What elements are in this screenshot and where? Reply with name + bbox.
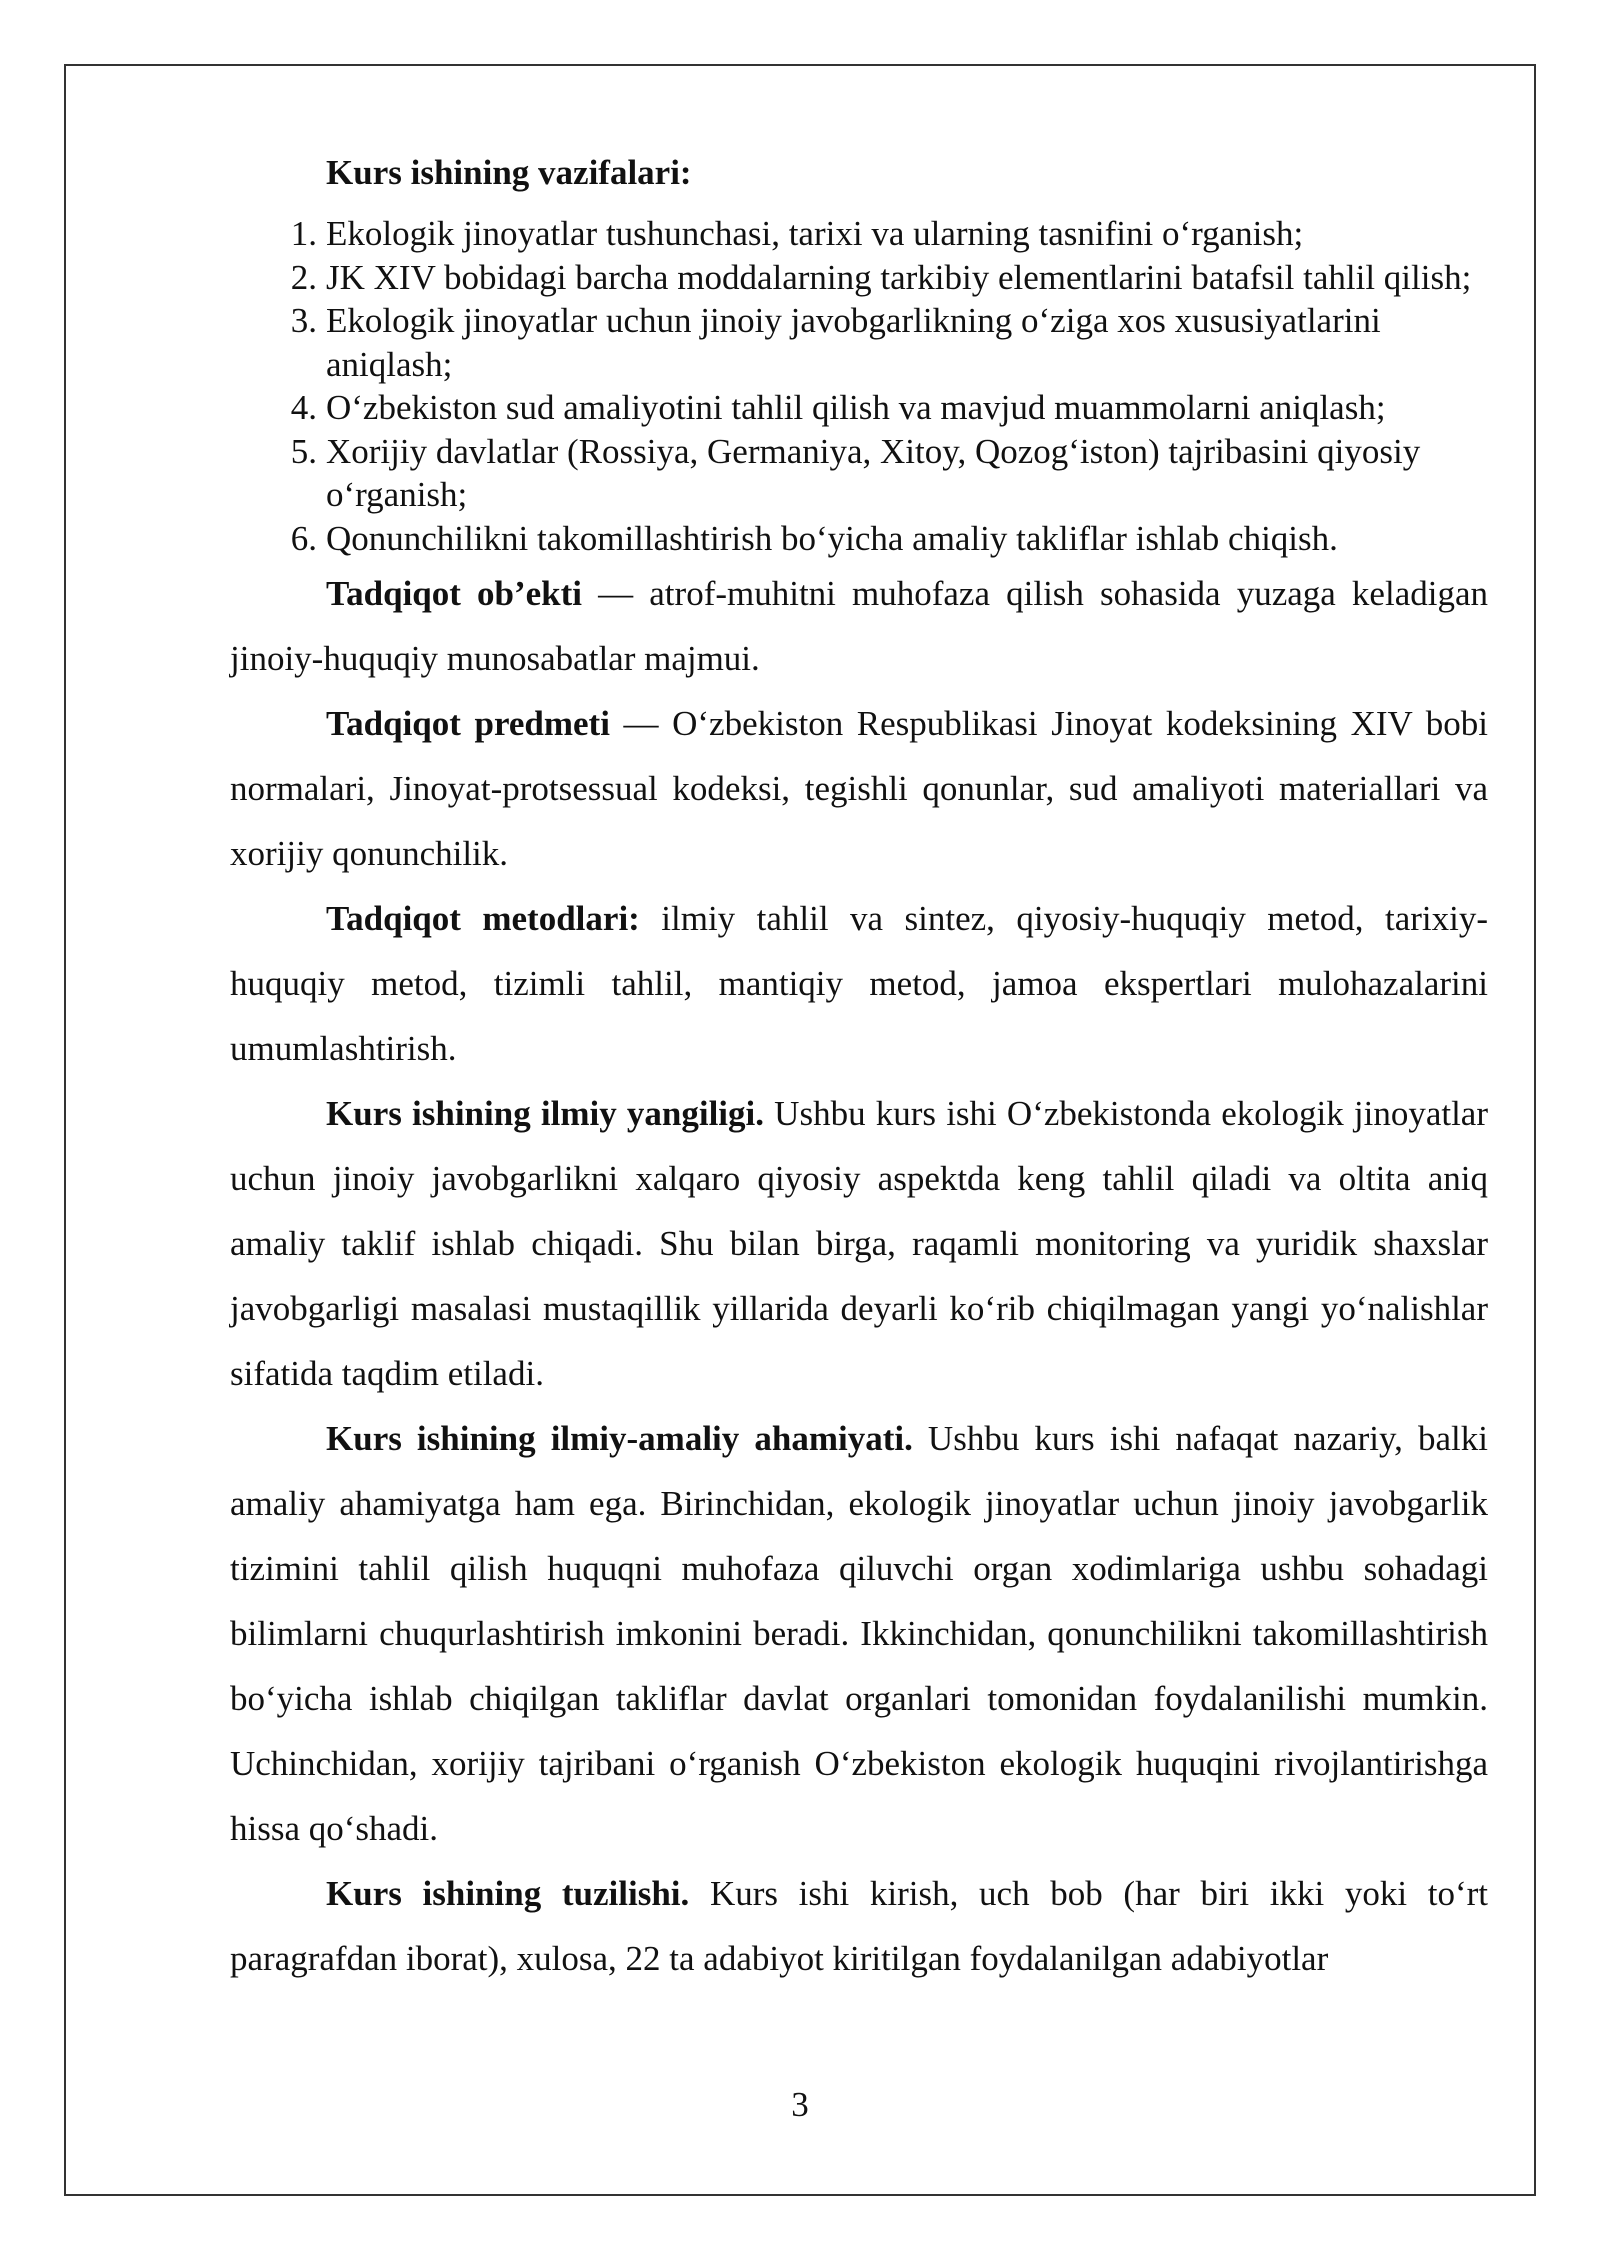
paragraph-lead: Kurs ishining tuzilishi. [326,1874,690,1913]
list-item [230,212,1488,256]
list-number: 2. [290,257,317,297]
list-item [230,256,1488,300]
paragraph-text: — atrof-muhitni muhofaza qilish sohasida yuzaga keladigan jinoiy-huquqiy munosabatlar majmui. [230,574,1488,678]
scientific-novelty-paragraph [230,1081,1488,1406]
list-item-text: Xorijiy davlatlar (Rossiya, Germaniya, Xitoy, Qozog‘iston) tajribasini qiyosiy o‘rganish; [326,431,1421,514]
list-item-text: Qonunchilikni takomillashtirish bo‘yicha amaliy takliflar ishlab chiqish. [326,518,1338,558]
paragraph-lead: Tadqiqot metodlari: [326,899,640,938]
paragraph-text: — O‘zbekiston Respublikasi Jinoyat kodeksining XIV bobi normalari, Jinoyat-protsessual kodeksi, tegishli qonunlar, sud amaliyoti materiallari va xorijiy qonunchilik. [230,704,1488,873]
structure-paragraph [230,1861,1488,1991]
research-object-paragraph [230,561,1488,691]
paragraph-text: Kurs ishi kirish, uch bob (har biri ikki yoki to‘rt paragrafdan iborat), xulosa, 22 ta adabiyot kiritilgan foydalanilgan adabiyotlar [230,1874,1488,1978]
list-item [230,517,1488,561]
list-item [230,430,1488,517]
paragraph-text: Ushbu kurs ishi nafaqat nazariy, balki amaliy ahamiyatga ham ega. Birinchidan, ekologik jinoyatlar uchun jinoiy javobgarlik tizimini tahlil qilish huquqni muhofaza qiluvchi organ xodimlariga ushbu sohadagi bilimlarni chuqurlashtirish imkonini beradi. Ikkinchidan, qonunchilikni takomillashtirish bo‘yicha ishlab chiqilgan takliflar davlat organlari tomonidan foydalanilishi mumkin. Uchinchidan, xorijiy tajribani o‘rganish O‘zbekiston ekologik huquqini rivojlantirishga hissa qo‘shadi. [230,1419,1488,1848]
list-number: 1. [290,214,317,253]
tasks-heading: Kurs ishining vazifalari: [326,153,692,192]
tasks-list [230,212,1488,560]
paragraph-text: Ushbu kurs ishi O‘zbekistonda ekologik jinoyatlar uchun jinoiy javobgarlikni xalqaro qiyosiy aspektda keng tahlil qiladi va oltita aniq amaliy taklif ishlab chiqadi. Shu bilan birga, raqamli monitoring va yuridik shaxslar javobgarligi masalasi mustaqillik yillarida deyarli ko‘rib chiqilmagan yangi yo‘nalishlar sifatida taqdim etiladi. [230,1094,1488,1393]
list-number: 5. [290,431,317,471]
list-number: 3. [290,301,317,340]
paragraph-lead: Tadqiqot ob’ekti [326,574,583,613]
page-number: 3 [791,2085,809,2124]
research-subject-paragraph [230,691,1488,886]
paragraph-lead: Tadqiqot predmeti [326,704,610,743]
list-number: 6. [290,518,317,558]
list-item-text: Ekologik jinoyatlar tushunchasi, tarixi va ularning tasnifini o‘rganish; [326,214,1304,253]
list-item [230,386,1488,430]
paragraph-lead: Kurs ishining ilmiy yangiligi. [326,1094,764,1133]
research-methods-paragraph [230,886,1488,1081]
list-item-text: O‘zbekiston sud amaliyotini tahlil qilish va mavjud muammolarni aniqlash; [326,388,1386,427]
list-number: 4. [290,388,317,427]
paragraph-text: ilmiy tahlil va sintez, qiyosiy-huquqiy metod, tarixiy-huquqiy metod, tizimli tahlil, mantiqiy metod, jamoa ekspertlari mulohazalarini umumlashtirish. [230,899,1489,1068]
list-item-text: Ekologik jinoyatlar uchun jinoiy javobgarlikning o‘ziga xos xususiyatlarini aniqlash; [326,301,1381,384]
practical-significance-paragraph [230,1406,1488,1861]
list-item-text: JK XIV bobidagi barcha moddalarning tarkibiy elementlarini batafsil tahlil qilish; [326,257,1472,297]
list-item [230,299,1488,386]
page-body [230,148,1488,1991]
paragraph-lead: Kurs ishining ilmiy-amaliy ahamiyati. [326,1419,913,1458]
